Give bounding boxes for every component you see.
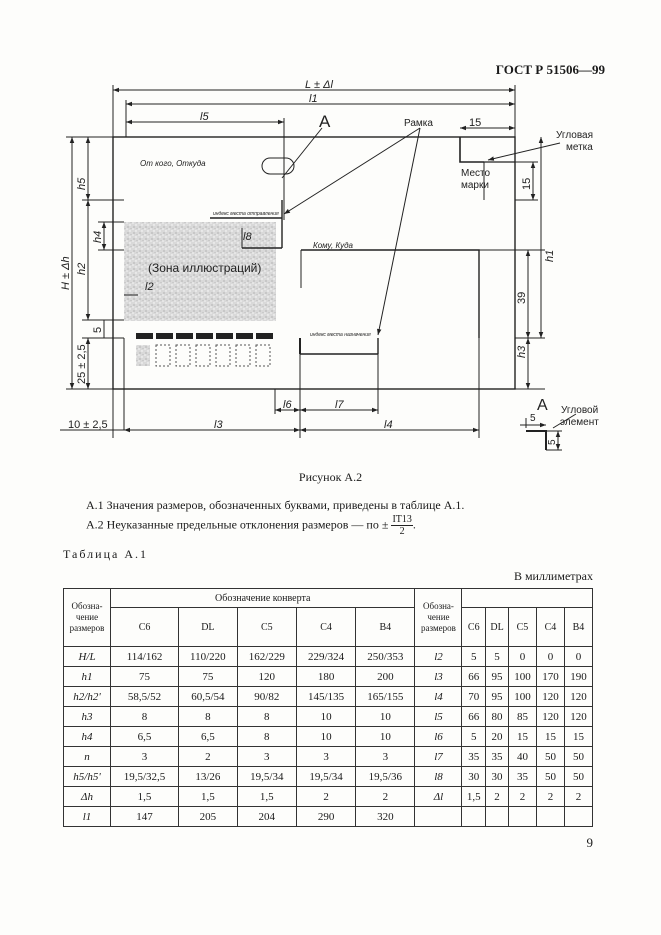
row-label: l6 bbox=[415, 727, 462, 747]
table-units: В миллиметрах bbox=[513, 569, 593, 583]
table-cell: 19,5/34 bbox=[296, 767, 355, 787]
table-cell: 2 bbox=[296, 787, 355, 807]
from-label: От кого, Откуда bbox=[140, 159, 206, 168]
column-header: C4 bbox=[536, 608, 564, 647]
table-cell: 2 bbox=[536, 787, 564, 807]
note-a2-fraction bbox=[391, 514, 412, 537]
column-header: B4 bbox=[564, 608, 592, 647]
stamp-place-label-1: Место bbox=[461, 168, 491, 179]
table-cell: 19,5/32,5 bbox=[111, 767, 179, 787]
table-cell bbox=[462, 807, 486, 827]
table-cell: 60,5/54 bbox=[179, 687, 238, 707]
table-cell: 20 bbox=[486, 727, 509, 747]
column-header: C6 bbox=[111, 608, 179, 647]
table-cell: 2 bbox=[508, 787, 536, 807]
note-a2-text: А.2 Неуказанные предельные отклонения размеров — по ± bbox=[86, 517, 389, 532]
note-a2 bbox=[86, 514, 416, 537]
row-label: Δh bbox=[64, 787, 111, 807]
row-label: h2/h2' bbox=[64, 687, 111, 707]
corner-element-label-1: Угловой bbox=[561, 405, 599, 416]
table-cell: 5 bbox=[462, 647, 486, 667]
table-cell: 5 bbox=[486, 647, 509, 667]
column-header: C4 bbox=[296, 608, 355, 647]
row-label bbox=[415, 807, 462, 827]
table-cell: 229/324 bbox=[296, 647, 355, 667]
dim-l5: l5 bbox=[200, 111, 209, 123]
table-cell: 3 bbox=[356, 747, 415, 767]
table-cell: 204 bbox=[237, 807, 296, 827]
table-cell: 75 bbox=[111, 667, 179, 687]
table-cell: 2 bbox=[564, 787, 592, 807]
table-cell: 30 bbox=[462, 767, 486, 787]
table-cell: 250/353 bbox=[356, 647, 415, 667]
table-cell bbox=[508, 807, 536, 827]
dim-l4: l4 bbox=[384, 419, 393, 431]
table-cell: 80 bbox=[486, 707, 509, 727]
to-label: Кому, Куда bbox=[313, 241, 353, 250]
table-cell: 50 bbox=[564, 747, 592, 767]
table-cell: 66 bbox=[462, 707, 486, 727]
dim-l3: l3 bbox=[214, 419, 223, 431]
table-cell: 170 bbox=[536, 667, 564, 687]
group-header-left: Обозначение конверта bbox=[111, 589, 415, 608]
view-a-label: А bbox=[319, 112, 331, 131]
dim-l7: l7 bbox=[335, 399, 344, 411]
table-cell: 66 bbox=[462, 667, 486, 687]
table-cell: 75 bbox=[179, 667, 238, 687]
table-cell bbox=[564, 807, 592, 827]
corner-mark-label-1: Угловая bbox=[556, 130, 594, 141]
dim-l8: l8 bbox=[243, 231, 252, 243]
table-cell bbox=[486, 807, 509, 827]
detail-a-label: А bbox=[537, 397, 548, 414]
table-cell: 13/26 bbox=[179, 767, 238, 787]
table-cell: 10 bbox=[356, 707, 415, 727]
corner-element-label-2: элемент bbox=[560, 417, 599, 428]
table-cell: 120 bbox=[536, 687, 564, 707]
table-row bbox=[64, 807, 593, 827]
table-cell: 15 bbox=[564, 727, 592, 747]
table-cell: 15 bbox=[508, 727, 536, 747]
table-cell: 165/155 bbox=[356, 687, 415, 707]
table-cell: 120 bbox=[237, 667, 296, 687]
table-body bbox=[64, 647, 593, 827]
dim-15-right: 15 bbox=[521, 177, 533, 190]
table-cell: 1,5 bbox=[111, 787, 179, 807]
table-cell: 50 bbox=[536, 747, 564, 767]
table-cell: 3 bbox=[111, 747, 179, 767]
table-cell: 162/229 bbox=[237, 647, 296, 667]
table-cell: 10 bbox=[296, 707, 355, 727]
dim-l2: l2 bbox=[145, 281, 154, 293]
table-cell: 2 bbox=[486, 787, 509, 807]
table-cell: 100 bbox=[508, 667, 536, 687]
row-label: l7 bbox=[415, 747, 462, 767]
dim-5-left: 5 bbox=[92, 326, 104, 333]
table-cell: 110/220 bbox=[179, 647, 238, 667]
fraction-denominator: 2 bbox=[399, 526, 405, 537]
table-cell: 8 bbox=[179, 707, 238, 727]
dim-l1: l1 bbox=[309, 93, 318, 105]
table-cell: 205 bbox=[179, 807, 238, 827]
table-cell: 5 bbox=[462, 727, 486, 747]
table-cell: 8 bbox=[237, 727, 296, 747]
table-cell: 1,5 bbox=[237, 787, 296, 807]
table-cell: 35 bbox=[486, 747, 509, 767]
table-cell: 8 bbox=[237, 707, 296, 727]
dim-10: 10 ± 2,5 bbox=[68, 419, 108, 431]
table-cell: 19,5/34 bbox=[237, 767, 296, 787]
fraction-numerator: IT13 bbox=[392, 514, 412, 525]
table-cell: 1,5 bbox=[179, 787, 238, 807]
table-cell: 190 bbox=[564, 667, 592, 687]
table-cell: 50 bbox=[536, 767, 564, 787]
table-cell: 145/135 bbox=[296, 687, 355, 707]
table-cell: 2 bbox=[179, 747, 238, 767]
table-cell: 290 bbox=[296, 807, 355, 827]
dest-index-label: индекс места назначения bbox=[310, 332, 371, 338]
table-row bbox=[64, 747, 593, 767]
table-cell: 90/82 bbox=[237, 687, 296, 707]
illustration-zone-label: (Зона иллюстраций) bbox=[148, 261, 262, 275]
note-a1: А.1 Значения размеров, обозначенных буквами, приведены в таблице А.1. bbox=[86, 498, 465, 512]
figure-caption: Рисунок А.2 bbox=[298, 470, 363, 484]
row-label: Δl bbox=[415, 787, 462, 807]
detail-dim-5y: 5 bbox=[547, 439, 558, 445]
stamp-place-label-2: марки bbox=[461, 180, 489, 191]
barcode-strip bbox=[136, 333, 273, 339]
table-title: Таблица А.1 bbox=[63, 547, 148, 561]
sender-index-label: индекс места отправления bbox=[213, 211, 279, 217]
row-label: h3 bbox=[64, 707, 111, 727]
corner-mark-label-2: метка bbox=[566, 142, 593, 153]
note-a2-end: . bbox=[412, 517, 416, 532]
table-row bbox=[64, 687, 593, 707]
sym-header-right: Обозна- чение размеров bbox=[415, 589, 462, 647]
table-cell: 180 bbox=[296, 667, 355, 687]
table-cell: 35 bbox=[508, 767, 536, 787]
table-cell: 2 bbox=[356, 787, 415, 807]
table-row bbox=[64, 787, 593, 807]
dim-L: L ± Δl bbox=[305, 79, 333, 91]
table-cell: 15 bbox=[536, 727, 564, 747]
dim-h5: h5 bbox=[76, 177, 88, 190]
detail-dim-5x: 5 bbox=[530, 413, 536, 424]
table-cell: 58,5/52 bbox=[111, 687, 179, 707]
table-row bbox=[64, 667, 593, 687]
row-label: h5/h5' bbox=[64, 767, 111, 787]
table-cell: 95 bbox=[486, 667, 509, 687]
table-cell: 70 bbox=[462, 687, 486, 707]
table-cell: 30 bbox=[486, 767, 509, 787]
table-cell: 320 bbox=[356, 807, 415, 827]
dim-39: 39 bbox=[516, 291, 528, 304]
postcode-digits bbox=[156, 345, 270, 366]
column-header: C5 bbox=[508, 608, 536, 647]
row-label: l2 bbox=[415, 647, 462, 667]
table-cell: 35 bbox=[462, 747, 486, 767]
dim-h1: h1 bbox=[544, 249, 556, 262]
table-cell: 0 bbox=[508, 647, 536, 667]
dim-l6: l6 bbox=[283, 399, 292, 411]
column-header: DL bbox=[486, 608, 509, 647]
table-row bbox=[64, 647, 593, 667]
table-cell: 6,5 bbox=[111, 727, 179, 747]
table-cell: 200 bbox=[356, 667, 415, 687]
table-cell: 0 bbox=[564, 647, 592, 667]
row-label: H/L bbox=[64, 647, 111, 667]
row-label: h1 bbox=[64, 667, 111, 687]
table-cell: 147 bbox=[111, 807, 179, 827]
table-cell: 0 bbox=[536, 647, 564, 667]
table-cell: 100 bbox=[508, 687, 536, 707]
document-header: ГОСТ Р 51506—99 bbox=[495, 62, 605, 77]
table-cell: 6,5 bbox=[179, 727, 238, 747]
row-label: l3 bbox=[415, 667, 462, 687]
table-cell: 3 bbox=[237, 747, 296, 767]
table-cell: 3 bbox=[296, 747, 355, 767]
envelope-drawing bbox=[0, 0, 661, 462]
table-cell: 120 bbox=[564, 707, 592, 727]
table-cell: 95 bbox=[486, 687, 509, 707]
table-row bbox=[64, 727, 593, 747]
page-number: 9 bbox=[586, 835, 593, 850]
table-cell: 85 bbox=[508, 707, 536, 727]
table-cell: 8 bbox=[111, 707, 179, 727]
column-header: C6 bbox=[462, 608, 486, 647]
table-cell: 120 bbox=[536, 707, 564, 727]
column-header-row bbox=[64, 608, 593, 647]
table-cell: 1,5 bbox=[462, 787, 486, 807]
dimensions-table bbox=[63, 588, 593, 827]
frame-label: Рамка bbox=[404, 118, 433, 129]
dim-H: H ± Δh bbox=[60, 256, 72, 290]
table-cell: 40 bbox=[508, 747, 536, 767]
row-label: h4 bbox=[64, 727, 111, 747]
table-cell: 10 bbox=[296, 727, 355, 747]
dim-15-top: 15 bbox=[469, 117, 482, 129]
row-label: l4 bbox=[415, 687, 462, 707]
table-cell: 120 bbox=[564, 687, 592, 707]
dim-h4: h4 bbox=[92, 230, 104, 243]
column-header: B4 bbox=[356, 608, 415, 647]
column-header: C5 bbox=[237, 608, 296, 647]
dim-h2: h2 bbox=[76, 262, 88, 275]
table-cell: 50 bbox=[564, 767, 592, 787]
column-header: DL bbox=[179, 608, 238, 647]
table-row bbox=[64, 767, 593, 787]
table-cell: 10 bbox=[356, 727, 415, 747]
row-label: n bbox=[64, 747, 111, 767]
group-header-right bbox=[462, 589, 593, 608]
row-label: l8 bbox=[415, 767, 462, 787]
table-cell: 19,5/36 bbox=[356, 767, 415, 787]
sym-header-left: Обозна- чение размеров bbox=[64, 589, 111, 647]
dim-25: 25 ± 2,5 bbox=[76, 344, 88, 384]
table-row bbox=[64, 707, 593, 727]
dim-h3: h3 bbox=[516, 345, 528, 358]
table-cell: 114/162 bbox=[111, 647, 179, 667]
row-label: l1 bbox=[64, 807, 111, 827]
table-cell bbox=[536, 807, 564, 827]
row-label: l5 bbox=[415, 707, 462, 727]
